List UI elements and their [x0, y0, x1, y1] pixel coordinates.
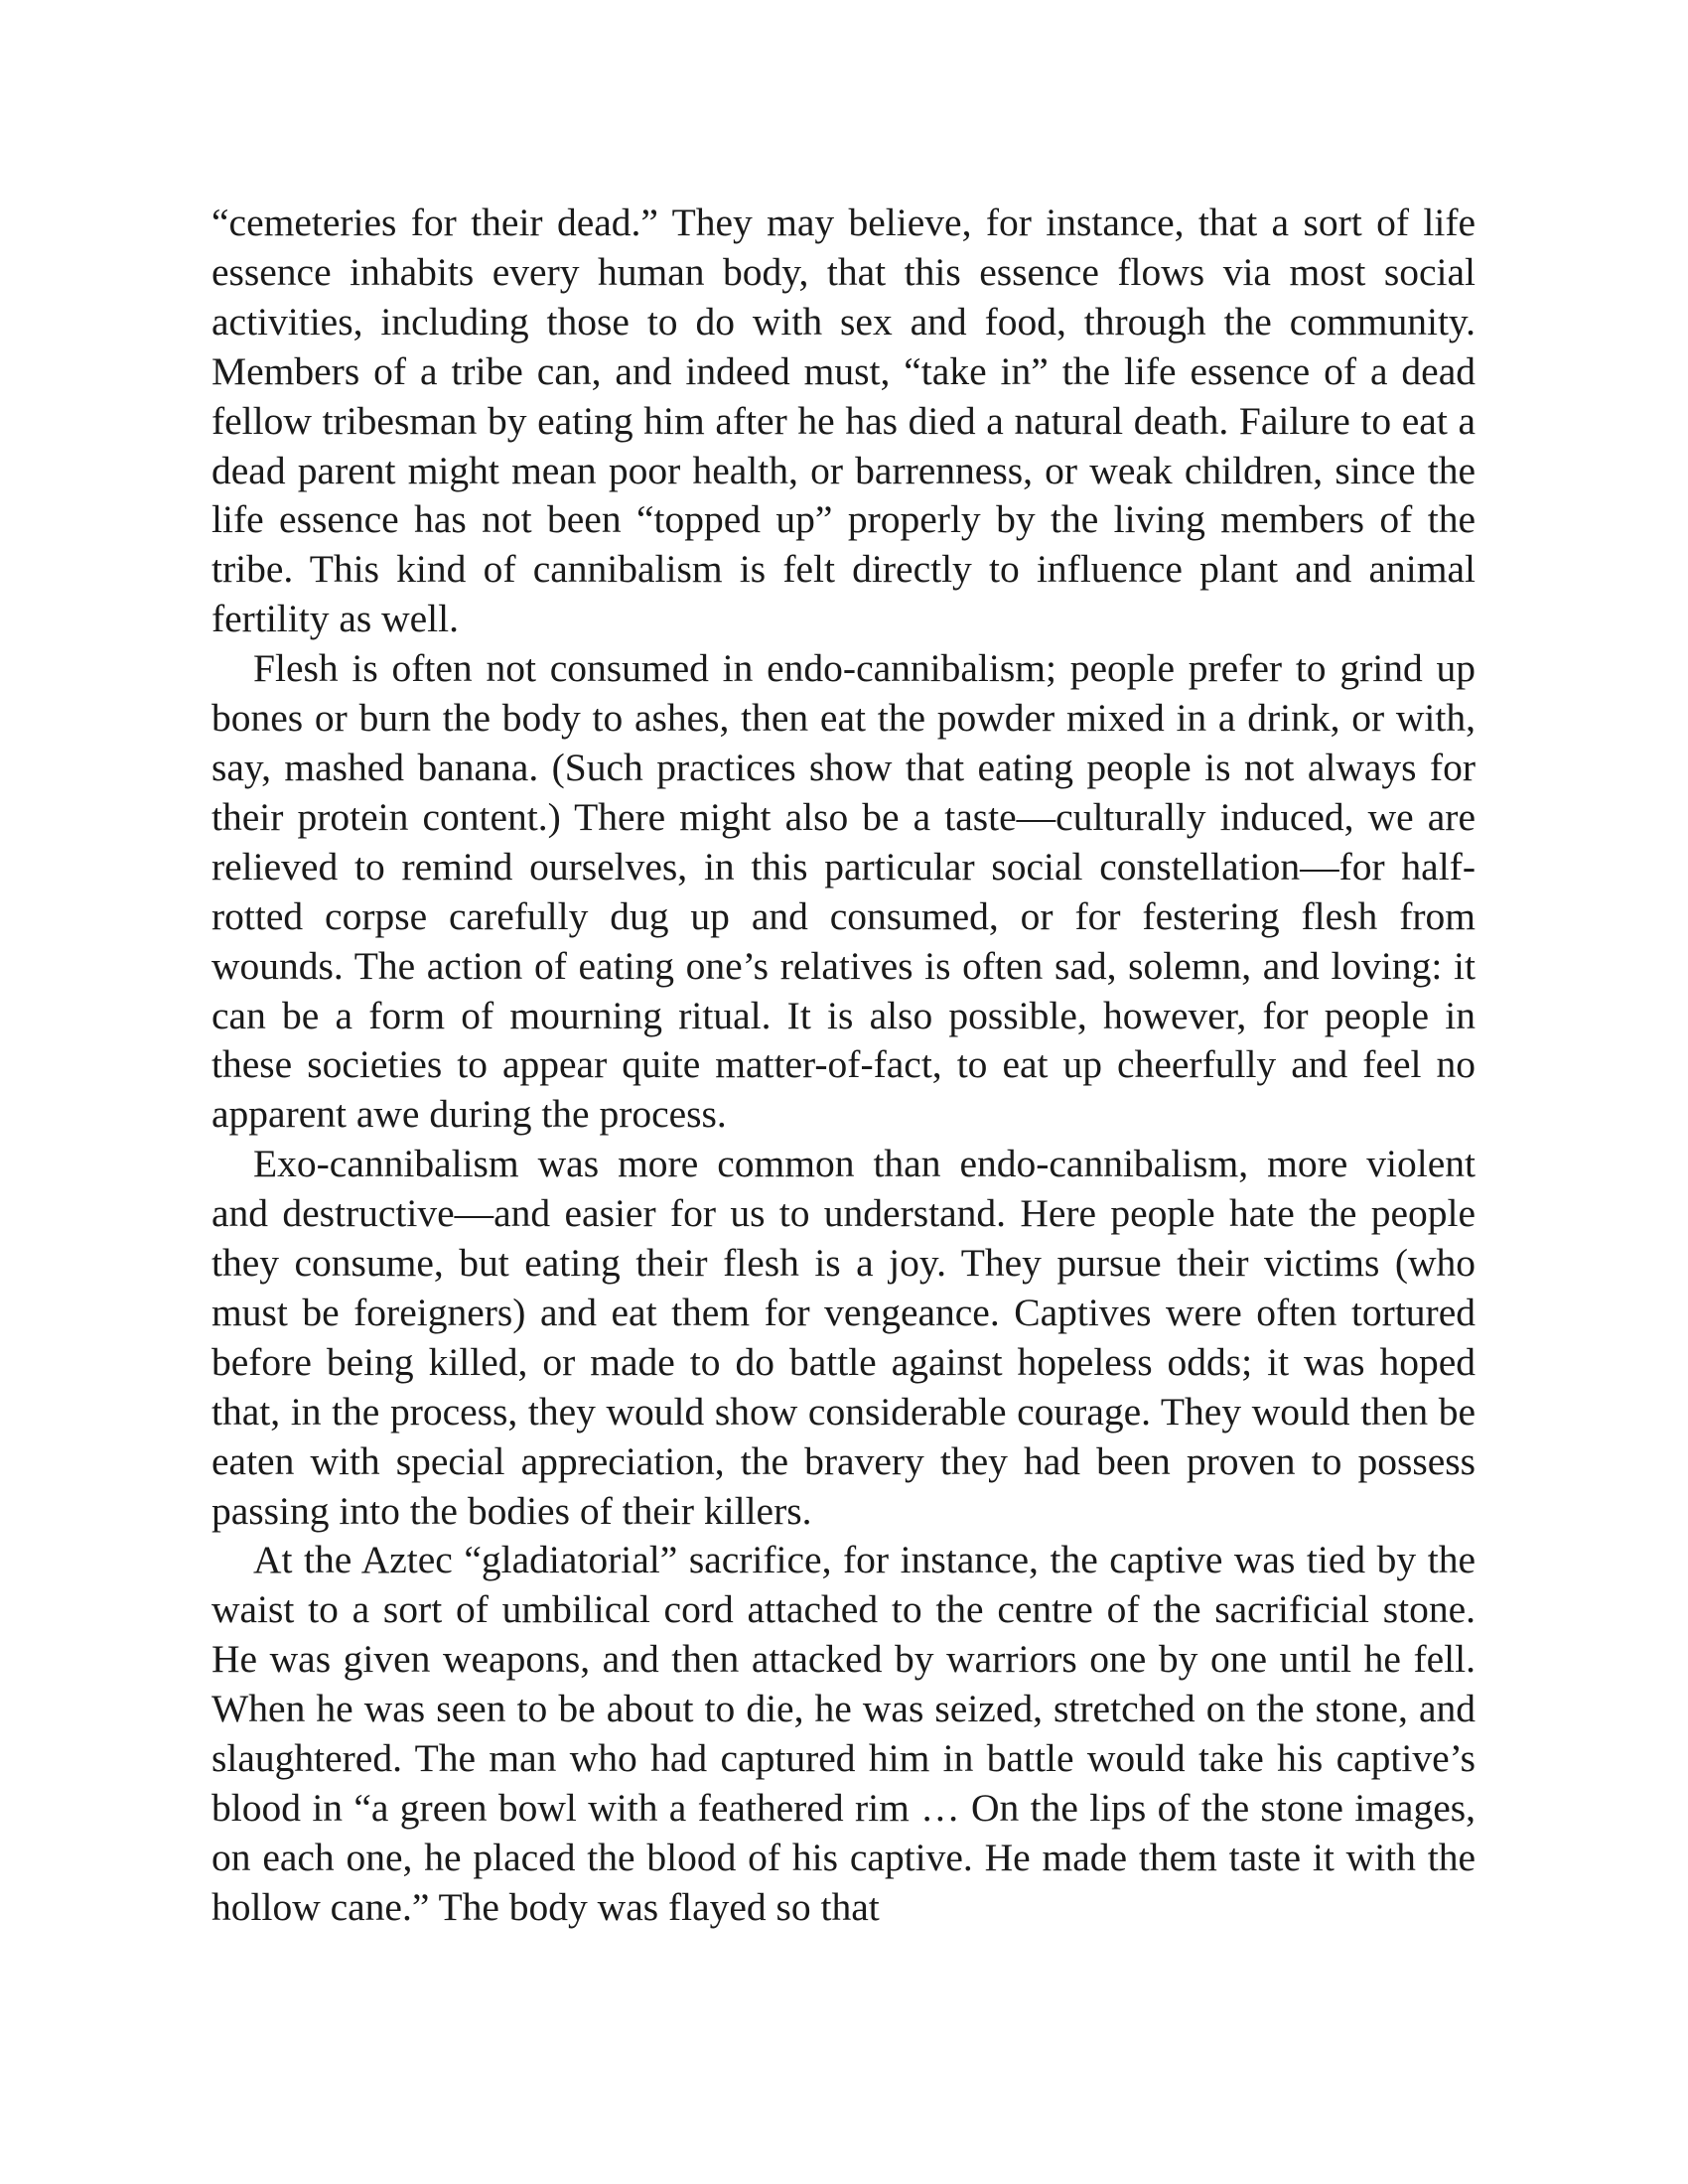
paragraph-3: Exo-cannibalism was more common than endo-cannibalism, more violent and destructive—and easier for us to understand. Here people hate the people they consume, but eating their flesh is a joy. They pursue their victims (who must be foreigners) and eat them for vengeance. Captives were often tortured before being killed, or made to do battle against hopeless odds; it was hoped that, in the process, they would show considerable courage. They would then be eaten with special appreciation, the bravery they had been proven to possess passing into the bodies of their killers.	[211, 1142, 1476, 1533]
paragraph-1: “cemeteries for their dead.” They may believe, for instance, that a sort of life essence inhabits every human body, that this essence flows via most social activities, including those to do with sex and food, through the community. Members of a tribe can, and indeed must, “take in” the life essence of a dead fellow tribesman by eating him after he has died a natural death. Failure to eat a dead parent might mean poor health, or barrenness, or weak children, since the life essence has not been “topped up” properly by the living members of the tribe. This kind of cannibalism is felt directly to influence plant and animal fertility as well.	[211, 201, 1476, 641]
paragraph-4: At the Aztec “gladiatorial” sacrifice, for instance, the captive was tied by the waist to a sort of umbilical cord attached to the centre of the sacrificial stone. He was given weapons, and then attacked by warriors one by one until he fell. When he was seen to be about to die, he was seized, stretched on the stone, and slaughtered. The man who had captured him in battle would take his captive’s blood in “a green bowl with a feathered rim … On the lips of the stone images, on each one, he placed the blood of his captive. He made them taste it with the hollow cane.” The body was flayed so that	[211, 1538, 1476, 1929]
page-body	[211, 199, 1476, 1933]
paragraph-2: Flesh is often not consumed in endo-cannibalism; people prefer to grind up bones or burn the body to ashes, then eat the powder mixed in a drink, or with, say, mashed banana. (Such practices show that eating people is not always for their protein content.) There might also be a taste—culturally induced, we are relieved to remind ourselves, in this particular social constellation—for half-rotted corpse carefully dug up and consumed, or for festering flesh from wounds. The action of eating one’s relatives is often sad, solemn, and loving: it can be a form of mourning ritual. It is also possible, however, for people in these societies to appear quite matter-of-fact, to eat up cheerfully and feel no apparent awe during the process.	[211, 646, 1476, 1137]
